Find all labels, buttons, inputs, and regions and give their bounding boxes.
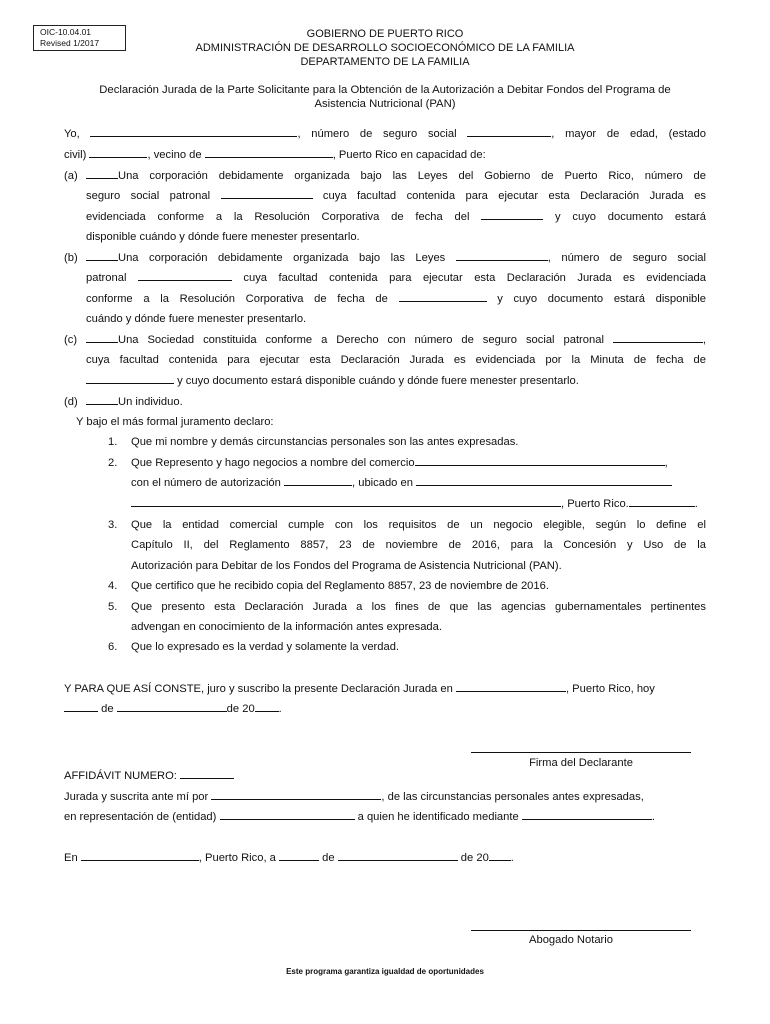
closing-line2: de de 20 . [64, 699, 714, 720]
option-b-line4: cuándo y dónde fuere menester presentarlo. [86, 313, 307, 325]
option-b-line3: conforme a la Resolución Corporativa de fecha de y cuyo documento estará disponible [86, 289, 706, 310]
entity-field[interactable] [220, 808, 355, 820]
option-c-label: (c) [64, 334, 78, 346]
option-a-employer-ssn-field[interactable] [221, 187, 313, 199]
option-a-line3: evidenciada conforme a la Resolución Corporativa de fecha del y cuyo documento estará [86, 207, 706, 228]
item-2-line3: , Puerto Rico. . [131, 494, 706, 515]
notary-signature-label: Abogado Notario [529, 934, 613, 946]
oath-statement: Y bajo el más formal juramento declaro: [76, 416, 274, 428]
form-code: OIC-10.04.01 [40, 27, 92, 37]
residence-field[interactable] [205, 146, 333, 158]
footer-equal-opportunity: Este programa garantiza igualdad de oportunidades [286, 967, 484, 976]
item-2-number: 2. [108, 457, 118, 469]
intro-line1: Yo, , número de seguro social , mayor de edad, (estado [64, 124, 706, 145]
header-department: DEPARTAMENTO DE LA FAMILIA [300, 56, 470, 68]
item-6-number: 6. [108, 641, 118, 653]
option-b-line2: patronal cuya facultad contenida para ejecutar esta Declaración Jurada es evidenciada [86, 268, 706, 289]
closing-line1: Y PARA QUE ASÍ CONSTE, juro y suscribo la presente Declaración Jurada en , Puerto Rico, hoy [64, 679, 714, 700]
notary-month-field[interactable] [338, 849, 458, 861]
option-d-checkbox[interactable] [86, 393, 118, 405]
notary-year-field[interactable] [489, 849, 511, 861]
item-5-line1: Que presento esta Declaración Jurada a los fines de que las agencias gubernamentales pertinentes [131, 601, 706, 613]
business-name-field[interactable] [415, 454, 665, 466]
option-b-resolution-date-field[interactable] [399, 290, 487, 302]
affidavit-number-field[interactable] [180, 767, 234, 779]
business-address-field[interactable] [416, 474, 672, 486]
option-b-laws-field[interactable] [456, 249, 548, 261]
option-a-line4: disponible cuándo y dónde fuere menester presentarlo. [86, 231, 360, 243]
header-government: GOBIERNO DE PUERTO RICO [306, 28, 464, 40]
option-a-resolution-date-field[interactable] [481, 208, 543, 220]
sworn-place-field[interactable] [456, 680, 566, 692]
item-1-text: Que mi nombre y demás circunstancias personales son las antes expresadas. [131, 436, 519, 448]
option-c-checkbox[interactable] [86, 331, 118, 343]
affiant-name-field[interactable] [211, 788, 381, 800]
option-b-label: (b) [64, 252, 78, 264]
header-administration: ADMINISTRACIÓN DE DESARROLLO SOCIOECONÓMICO DE LA FAMILIA [195, 42, 575, 54]
option-b-employer-ssn-field[interactable] [138, 269, 232, 281]
item-5-number: 5. [108, 601, 118, 613]
item-2-line1: Que Represento y hago negocios a nombre del comercio , [131, 453, 706, 474]
sworn-day-field[interactable] [64, 700, 98, 712]
option-c-employer-ssn-field[interactable] [613, 331, 703, 343]
name-field[interactable] [90, 125, 297, 137]
item-6-text: Que lo expresado es la verdad y solamente la verdad. [131, 641, 400, 653]
intro-line2: civil) , vecino de , Puerto Rico en capacidad de: [64, 145, 706, 166]
option-d-label: (d) [64, 396, 78, 408]
authorization-number-field[interactable] [284, 474, 352, 486]
item-3-line2: Capítulo II, del Reglamento 8857, 23 de noviembre de 2016, para la Concesión y Uso de la [131, 539, 706, 551]
item-1-number: 1. [108, 436, 118, 448]
affidavit-number-line: AFFIDÁVIT NUMERO: [64, 766, 714, 787]
option-a-line1: Una corporación debidamente organizada bajo las Leyes del Gobierno de Puerto Rico, número de [86, 166, 706, 187]
social-security-field[interactable] [467, 125, 551, 137]
document-title-line1: Declaración Jurada de la Parte Solicitante para la Obtención de la Autorización a Debitar Fondos del Programa de [99, 84, 671, 96]
option-b-line1: Una corporación debidamente organizada bajo las Leyes , número de seguro social [86, 248, 706, 269]
identification-field[interactable] [522, 808, 652, 820]
item-3-number: 3. [108, 519, 118, 531]
business-address-line2-field[interactable] [131, 495, 561, 507]
affidavit-representation-line: en representación de (entidad) a quien he identificado mediante . [64, 807, 724, 828]
option-a-label: (a) [64, 170, 78, 182]
option-d-line: Un individuo. [86, 392, 706, 413]
form-revision: Revised 1/2017 [40, 38, 100, 48]
option-b-checkbox[interactable] [86, 249, 118, 261]
item-5-line2: advengan en conocimiento de la información antes expresada. [131, 621, 442, 633]
item-2-line2: con el número de autorización , ubicado en [131, 473, 706, 494]
document-title-line2: Asistencia Nutricional (PAN) [314, 98, 456, 110]
civil-status-field[interactable] [89, 146, 147, 158]
sworn-month-field[interactable] [117, 700, 227, 712]
item-4-text: Que certifico que he recibido copia del Reglamento 8857, 23 de noviembre de 2016. [131, 580, 549, 592]
notary-day-field[interactable] [279, 849, 319, 861]
option-c-minute-date-field[interactable] [86, 372, 174, 384]
item-4-number: 4. [108, 580, 118, 592]
notary-place-date-line: En , Puerto Rico, a de de 20 . [64, 848, 714, 869]
affidavit-sworn-line: Jurada y suscrita ante mí por , de las circunstancias personales antes expresadas, [64, 787, 714, 808]
option-a-checkbox[interactable] [86, 167, 118, 179]
notary-place-field[interactable] [81, 849, 199, 861]
option-c-line3: y cuyo documento estará disponible cuándo y dónde fuere menester presentarlo. [86, 371, 706, 392]
option-c-line1: Una Sociedad constituida conforme a Derecho con número de seguro social patronal , [86, 330, 706, 351]
postal-field[interactable] [629, 495, 695, 507]
item-3-line3: Autorización para Debitar de los Fondos del Programa de Asistencia Nutricional (PAN). [131, 560, 562, 572]
option-c-line2: cuya facultad contenida para ejecutar esta Declaración Jurada es evidenciada por la Minuta de fecha de [86, 354, 706, 366]
item-3-line1: Que la entidad comercial cumple con los requisitos de un negocio elegible, según lo define el [131, 519, 706, 531]
declarant-signature-label: Firma del Declarante [529, 757, 633, 769]
option-a-line2: seguro social patronal cuya facultad contenida para ejecutar esta Declaración Jurada es [86, 186, 706, 207]
sworn-year-field[interactable] [255, 700, 279, 712]
